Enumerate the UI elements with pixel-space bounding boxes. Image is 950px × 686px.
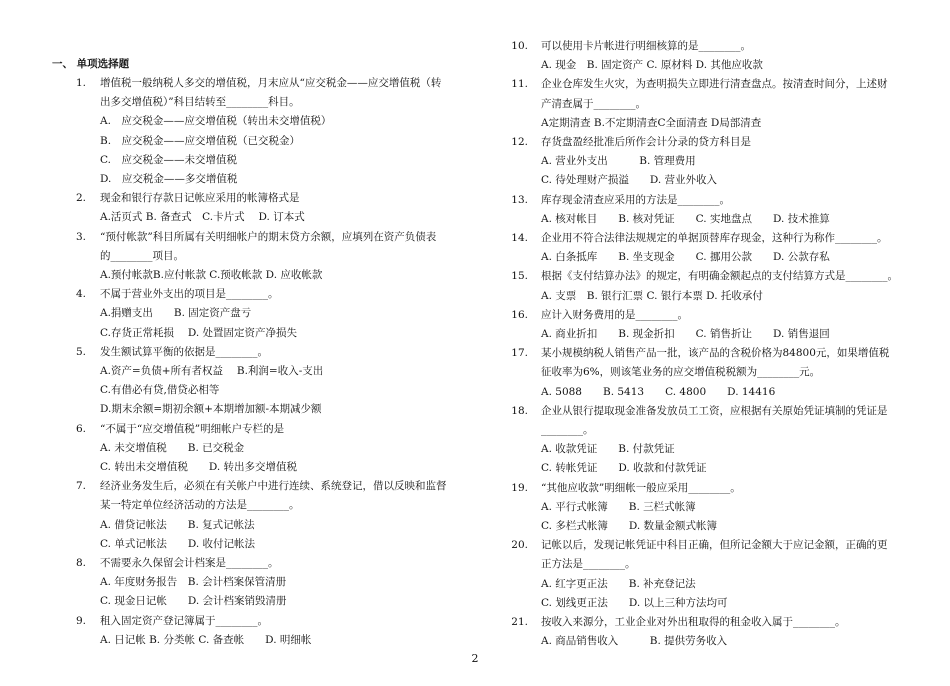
answer-option: A. 营业外支出 B. 管理费用 — [541, 155, 696, 168]
question-number: 4. — [75, 288, 86, 301]
answer-option: C. 现金日记帐 D. 会计档案销毁清册 — [100, 595, 287, 608]
answer-option: A. 平行式帐簿 B. 三栏式帐簿 — [541, 500, 696, 513]
question-number: 12. — [511, 136, 528, 148]
answer-option: A. 核对帐目 B. 核对凭证 C. 实地盘点 D. 技术推算 — [541, 212, 830, 225]
question-text: 企业从银行提取现金准备发放员工工资，应根据有关原始凭证填制的凭证是 — [541, 404, 888, 417]
answer-option: C. 转出未交增值税 D. 转出多交增值税 — [100, 461, 298, 473]
question-text: 记帐以后，发现记帐凭证中科目正确，但所记金额大于应记金额，正确的更 — [541, 539, 888, 552]
answer-option: A. 现金 B. 固定资产 C. 原材料 D. 其他应收款 — [541, 59, 763, 72]
page-number: 2 — [471, 652, 479, 665]
answer-option: A.预付帐款B.应付帐款 C.预收帐款 D. 应收帐款 — [100, 269, 323, 281]
question-text: 库存现金清查应采用的方法是________。 — [541, 193, 730, 206]
question-number: 15. — [511, 270, 528, 283]
answer-option: A. 商品销售收入 B. 提供劳务收入 — [541, 635, 728, 648]
question-text: “其他应收款”明细帐一般应采用________。 — [541, 481, 741, 494]
answer-option: A.活页式 B. 备查式 C.卡片式 D. 订本式 — [100, 211, 305, 224]
question-text: 正方法是________。 — [541, 558, 636, 571]
answer-option: A. 应交税金——应交增值税（转出未交增值税） — [100, 115, 332, 128]
question-text: “不属于“应交增值税”明细帐户专栏的是 — [100, 422, 285, 435]
answer-option: A. 借贷记帐法 B. 复式记帐法 — [100, 518, 255, 531]
answer-option: A. 红字更正法 B. 补充登记法 — [541, 577, 696, 590]
answer-option: A.资产=负债+所有者权益 B.利润=收入-支出 — [100, 365, 324, 377]
question-text: 现金和银行存款日记帐应采用的帐簿格式是 — [100, 192, 300, 205]
question-text: 租入固定资产登记簿属于________。 — [100, 614, 268, 627]
question-text: 的________项目。 — [100, 249, 184, 262]
answer-option: C. 应交税金——未交增值税 — [100, 153, 237, 166]
question-number: 11. — [511, 78, 528, 91]
answer-option: C. 转帐凭证 D. 收款和付款凭证 — [541, 462, 707, 475]
answer-option: A. 未交增值税 B. 已交税金 — [100, 441, 245, 454]
answer-option: D. 应交税金——多交增值税 — [100, 173, 238, 185]
question-text: ________。 — [541, 424, 594, 436]
question-number: 8. — [75, 557, 86, 569]
answer-option: C. 待处理财产损溢 D. 营业外收入 — [541, 174, 718, 187]
answer-option: C. 单式记帐法 D. 收付记帐法 — [100, 537, 256, 550]
answer-option: C.存货正常耗损 D. 处置固定资产净损失 — [100, 326, 298, 339]
question-text: 发生额试算平衡的依据是________。 — [100, 345, 268, 358]
section-title: 一、 单项选择题 — [52, 58, 130, 70]
question-text: 应计入财务费用的是________。 — [541, 308, 688, 321]
answer-option: A. 日记帐 B. 分类帐 C. 备查帐 D. 明细帐 — [100, 633, 312, 646]
answer-option: A. 年度财务报告 B. 会计档案保管清册 — [100, 576, 287, 589]
answer-option: D.期末余额=期初余额+本期增加额-本期减少额 — [100, 403, 322, 416]
answer-option: B. 应交税金——应交增值税（已交税金） — [100, 134, 301, 147]
question-number: 13. — [511, 193, 528, 206]
question-number: 3. — [75, 230, 86, 243]
question-text: 不需要永久保留会计档案是________。 — [100, 557, 279, 569]
question-text: 出多交增值税）”科目结转至________科目。 — [100, 96, 300, 109]
question-number: 5. — [75, 345, 86, 358]
question-number: 20. — [511, 539, 528, 552]
question-number: 2. — [75, 192, 86, 205]
question-text: 产清查属于________。 — [541, 97, 646, 110]
question-number: 16. — [511, 308, 528, 321]
answer-option: A. 白条抵库 B. 坐支现金 C. 挪用公款 D. 公款存私 — [541, 251, 830, 264]
question-number: 9. — [75, 614, 86, 627]
question-text: 某一特定单位经济活动的方法是________。 — [100, 499, 300, 512]
question-text: 某小规模纳税人销售产品一批，该产品的含税价格为84800元，如果增值税 — [541, 347, 890, 360]
question-number: 7. — [75, 480, 86, 493]
question-number: 21. — [511, 616, 528, 628]
question-number: 17. — [511, 347, 528, 360]
question-text: 企业仓库发生火灾，为查明损失立即进行清查盘点。按清查时间分，上述财 — [541, 78, 888, 91]
question-number: 19. — [511, 481, 528, 494]
answer-option: A. 收款凭证 B. 付款凭证 — [541, 443, 675, 456]
question-text: “预付帐款”科目所属有关明细帐户的期末贷方余额，应填列在资产负债表 — [100, 230, 437, 243]
question-text: 可以使用卡片帐进行明细核算的是________。 — [541, 40, 751, 52]
question-number: 10. — [511, 40, 528, 52]
question-text: 增值税一般纳税人多交的增值税，月末应从“应交税金——应交增值税（转 — [100, 77, 442, 89]
question-number: 18. — [511, 404, 528, 417]
answer-option: A. 支票 B. 银行汇票 C. 银行本票 D. 托收承付 — [541, 289, 763, 302]
question-text: 按收入来源分，工业企业对外出租取得的租金收入属于________。 — [541, 616, 846, 628]
answer-option: A定期清查 B.不定期清查C全面清查 D局部清查 — [541, 116, 762, 129]
answer-option: C. 多栏式帐簿 D. 数量金额式帐簿 — [541, 520, 718, 532]
question-text: 企业用不符合法律法规规定的单据顶替库存现金，这种行为称作________。 — [541, 232, 888, 244]
answer-option: C. 划线更正法 D. 以上三种方法均可 — [541, 596, 728, 609]
question-text: 根据《支付结算办法》的规定，有明确金额起点的支付结算方式是________。 — [541, 270, 898, 283]
question-text: 存货盘盈经批准后所作会计分录的贷方科目是 — [541, 136, 751, 148]
question-text: 经济业务发生后，必须在有关帐户中进行连续、系统登记，借以反映和监督 — [100, 480, 447, 493]
answer-option: A. 5088 B. 5413 C. 4800 D. 14416 — [541, 385, 776, 398]
answer-option: A.捐赠支出 B. 固定资产盘亏 — [100, 307, 252, 320]
answer-option: C.有借必有贷,借贷必相等 — [100, 384, 220, 397]
question-text: 不属于营业外支出的项目是________。 — [100, 288, 279, 301]
question-number: 14. — [511, 232, 528, 244]
question-text: 征收率为6%，则该笔业务的应交增值税税额为________元。 — [541, 366, 821, 379]
question-number: 6. — [75, 422, 86, 435]
answer-option: A. 商业折扣 B. 现金折扣 C. 销售折让 D. 销售退回 — [541, 328, 830, 340]
question-number: 1. — [75, 77, 86, 89]
